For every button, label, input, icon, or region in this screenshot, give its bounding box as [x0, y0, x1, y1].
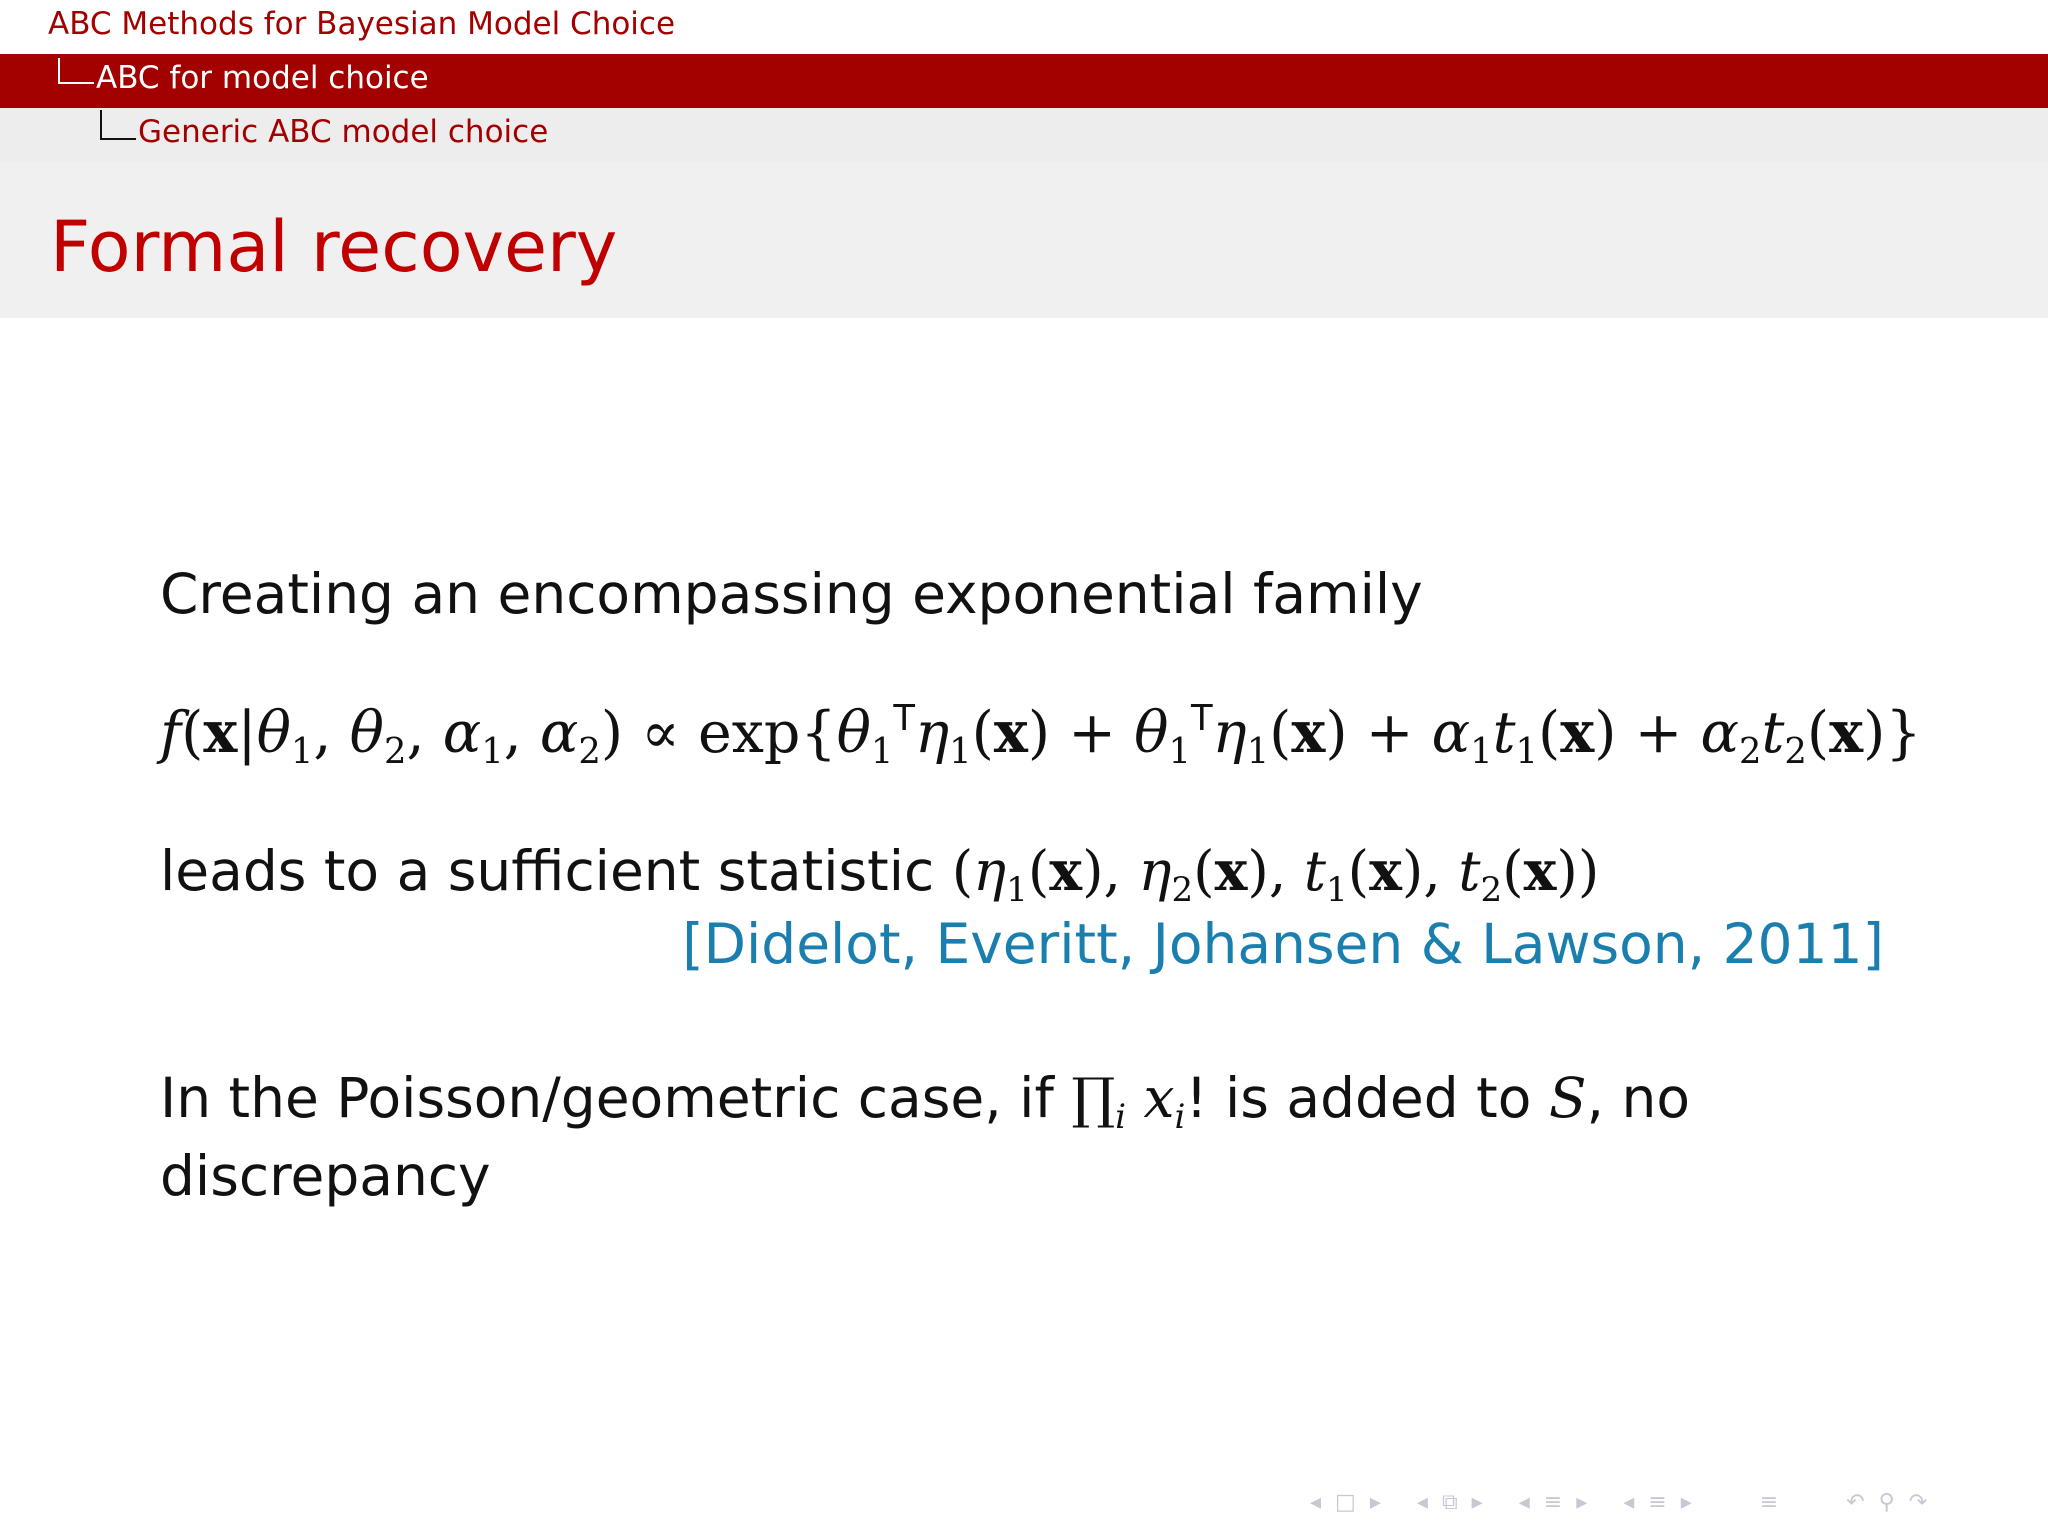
subsection-icon[interactable]: ⧉ — [1441, 1490, 1458, 1515]
redo-icon[interactable]: ↷ — [1908, 1490, 1928, 1515]
no-text: , no — [1586, 1066, 1691, 1130]
breadcrumb-subsubsection[interactable]: Generic ABC model choice — [138, 114, 549, 150]
exponential-family-formula: $f(x|\theta_1$, $\theta_2$, $\alpha_1$, $\alpha_2) \propto \exp\{\theta_1^T\eta_1(x) + \theta_1^T\eta_1(x) + \alpha_1t_1(x) + \alpha_2t_2(x)\}$ — [160, 698, 1922, 773]
arrow-right-icon[interactable]: ▸ — [1471, 1490, 1483, 1515]
sufficient-statistic-text: leads to a sufficient statistic — [160, 839, 935, 903]
align-icon[interactable]: ≡ — [1759, 1490, 1779, 1515]
breadcrumb-subsection[interactable]: ABC for model choice — [96, 60, 429, 96]
breadcrumb-section[interactable]: ABC Methods for Bayesian Model Choice — [48, 6, 676, 42]
frame-icon[interactable]: □ — [1335, 1490, 1356, 1515]
citation-link[interactable]: [Didelot, Everitt, Johansen & Lawson, 2011] — [682, 912, 1884, 976]
set-s: S — [1548, 1066, 1587, 1130]
section-icon[interactable]: ≡ — [1648, 1490, 1667, 1515]
body-line-4 — [160, 1066, 1690, 1137]
body-line-1: Creating an encompassing exponential family — [160, 562, 1423, 626]
frame-title: Formal recovery — [50, 206, 618, 288]
body-line-5: discrepancy — [160, 1144, 491, 1208]
breadcrumb-connector — [58, 58, 94, 84]
arrow-left-icon[interactable]: ◂ — [1518, 1490, 1530, 1515]
undo-icon[interactable]: ↶ — [1846, 1490, 1865, 1515]
sufficient-statistic-formula: ($\eta_1(x)$, $\eta_2(x)$, $t_1(x)$, $t_2(x)$) — [951, 838, 1600, 910]
arrow-right-icon[interactable]: ▸ — [1576, 1490, 1588, 1515]
breadcrumb-connector — [100, 110, 136, 140]
body-line-3 — [160, 838, 1599, 910]
arrow-left-icon[interactable]: ◂ — [1310, 1490, 1322, 1515]
beamer-navigation — [1310, 1490, 1927, 1515]
added-text: ! is added to — [1185, 1066, 1532, 1130]
arrow-right-icon[interactable]: ▸ — [1680, 1490, 1692, 1515]
poisson-text: In the Poisson/geometric case, if — [160, 1066, 1054, 1130]
section-icon[interactable]: ≡ — [1543, 1490, 1563, 1515]
product-formula: $\prod_i$ $x_i$ — [1071, 1066, 1186, 1137]
arrow-left-icon[interactable]: ◂ — [1416, 1490, 1428, 1515]
arrow-right-icon[interactable]: ▸ — [1369, 1490, 1381, 1515]
arrow-left-icon[interactable]: ◂ — [1623, 1490, 1635, 1515]
search-icon[interactable]: ⚲ — [1878, 1490, 1895, 1515]
